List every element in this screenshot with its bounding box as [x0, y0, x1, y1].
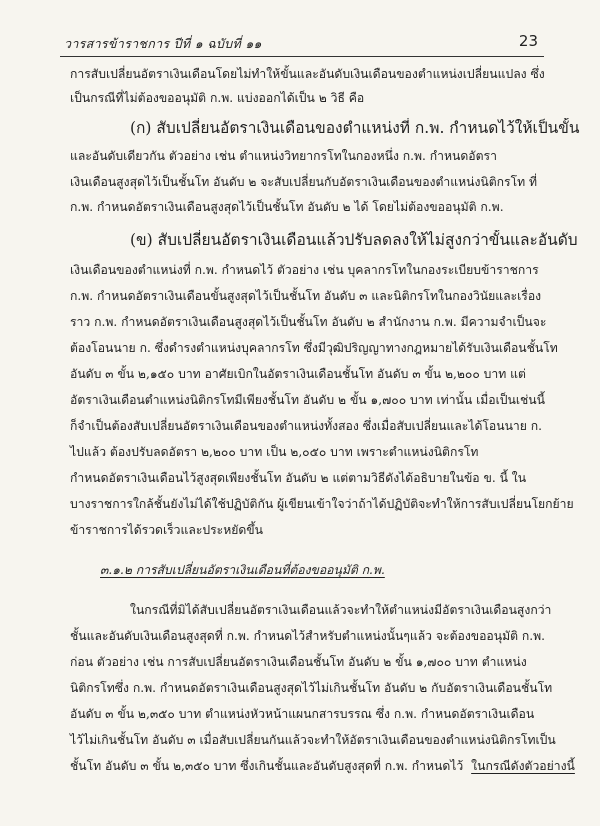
body-line: ก่อน ตัวอย่าง เช่น การสับเปลี่ยนอัตราเงินเดือนชั้นโท อันดับ ๒ ขั้น ๑,๗๐๐ บาท ตำแหน่ง: [70, 655, 527, 669]
body-line: อัตราเงินเดือนตำแหน่งนิติกรโทมีเพียงชั้นโท อันดับ ๒ ขั้น ๑,๗๐๐ บาท เท่านั้น เมื่อเป็นเช่นนี้: [70, 393, 545, 407]
body-line: และอันดับเดียวกัน ตัวอย่าง เช่น ตำแหน่งวิทยากรโทในกองหนึ่ง ก.พ. กำหนดอัตรา: [70, 149, 497, 163]
body-line: ชั้นโท อันดับ ๓ ขั้น ๒,๓๕๐ บาท ซึ่งเกินชั้นและอันดับสูงสุดที่ ก.พ. กำหนดไว้: [70, 759, 464, 773]
body-line: การสับเปลี่ยนอัตราเงินเดือนโดยไม่ทำให้ขั้นและอันดับเงินเดือนของตำแหน่งเปลี่ยนแปลง ซึ่ง: [70, 67, 545, 81]
body-line: ก.พ. กำหนดอัตราเงินเดือนสูงสุดไว้เป็นชั้นโท อันดับ ๒ ได้ โดยไม่ต้องขออนุมัติ ก.พ.: [70, 200, 504, 214]
body-line: ในกรณีที่มิได้สับเปลี่ยนอัตราเงินเดือนแล้วจะทำให้ตำแหน่งมีอัตราเงินเดือนสูงกว่า: [130, 603, 552, 617]
body-line: บางราชการใกล้ชั้นยังไม่ได้ใช้ปฏิบัติกัน ผู้เขียนเข้าใจว่าถ้าได้ปฏิบัติจะทำให้การสับเปลี่ยนโยกย้าย: [70, 497, 574, 511]
body-line: อันดับ ๓ ขั้น ๒,๓๕๐ บาท ตำแหน่งหัวหน้าแผนกสารบรรณ ซึ่ง ก.พ. กำหนดอัตราเงินเดือน: [70, 707, 535, 721]
body-line: ก็จำเป็นต้องสับเปลี่ยนอัตราเงินเดือนของตำแหน่งทั้งสอง ซึ่งเมื่อสับเปลี่ยนและได้โอนนาย ก.: [70, 419, 543, 433]
body-line: เป็นกรณีที่ไม่ต้องขออนุมัติ ก.พ. แบ่งออกได้เป็น ๒ วิธี คือ: [70, 91, 365, 105]
header-rule: [60, 56, 544, 57]
body-line: ไว้ไม่เกินชั้นโท อันดับ ๓ เมื่อสับเปลี่ยนกันแล้วจะทำให้อัตราเงินเดือนของตำแหน่งนิติกรโทเป็น: [70, 733, 556, 747]
body-line: ชั้นและอันดับเงินเดือนสูงสุดที่ ก.พ. กำหนดไว้สำหรับตำแหน่งนั้นๆแล้ว จะต้องขออนุมัติ ก.พ.: [70, 629, 546, 643]
page-number: 23: [518, 32, 538, 50]
subheading-b: (ข) สับเปลี่ยนอัตราเงินเดือนแล้วปรับลดลงให้ไม่สูงกว่าขั้นและอันดับ: [130, 231, 578, 249]
body-line: ก.พ. กำหนดอัตราเงินเดือนขั้นสูงสุดไว้เป็นชั้นโท อันดับ ๓ และนิติกรโทในกองวินัยและเรื่อง: [70, 289, 542, 303]
body-line: ข้าราชการได้รวดเร็วและประหยัดขึ้น: [70, 523, 263, 537]
body-line: เงินเดือนสูงสุดไว้เป็นชั้นโท อันดับ ๒ จะสับเปลี่ยนกับอัตราเงินเดือนของตำแหน่งนิติกรโท ที่: [70, 175, 538, 189]
body-line: เงินเดือนของตำแหน่งที่ ก.พ. กำหนดไว้ ตัวอย่าง เช่น บุคลากรโทในกองระเบียบข้าราชการ: [70, 263, 539, 277]
body-line: นิติกรโทซึ่ง ก.พ. กำหนดอัตราเงินเดือนสูงสุดไว้ไม่เกินชั้นโท อันดับ ๒ กับอัตราเงินเดือนชั้นโท: [70, 681, 553, 695]
section-heading: ๓.๑.๒ การสับเปลี่ยนอัตราเงินเดือนที่ต้องขออนุมัติ ก.พ.: [100, 563, 385, 577]
underlined-phrase: ในกรณีดังตัวอย่างนี้: [471, 759, 575, 773]
body-line: ราว ก.พ. กำหนดอัตราเงินเดือนสูงสุดไว้เป็นชั้นโท อันดับ ๒ สำนักงาน ก.พ. มีความจำเป็นจะ: [70, 315, 547, 329]
body-line: ต้องโอนนาย ก. ซึ่งดำรงตำแหน่งบุคลากรโท ซึ่งมีวุฒิปริญญาทางกฎหมายได้รับเงินเดือนชั้นโท: [70, 341, 558, 355]
subheading-a: (ก) สับเปลี่ยนอัตราเงินเดือนของตำแหน่งที่ ก.พ. กำหนดไว้ให้เป็นขั้น: [130, 119, 580, 137]
body-line: ไปแล้ว ต้องปรับลดอัตรา ๒,๒๐๐ บาท เป็น ๒,๐๕๐ บาท เพราะตำแหน่งนิติกรโท: [70, 445, 479, 459]
journal-title: วารสารข้าราชการ ปีที่ ๑ ฉบับที่ ๑๑: [64, 36, 262, 51]
body-line: กำหนดอัตราเงินเดือนไว้สูงสุดเพียงชั้นโท อันดับ ๒ แต่ตามวิธีดังได้อธิบายในข้อ ข. นี้ ใน: [70, 471, 527, 485]
body-line: อันดับ ๓ ขั้น ๒,๑๕๐ บาท อาศัยเบิกในอัตราเงินเดือนชั้นโท อันดับ ๓ ขั้น ๒,๒๐๐ บาท แต่: [70, 367, 526, 381]
